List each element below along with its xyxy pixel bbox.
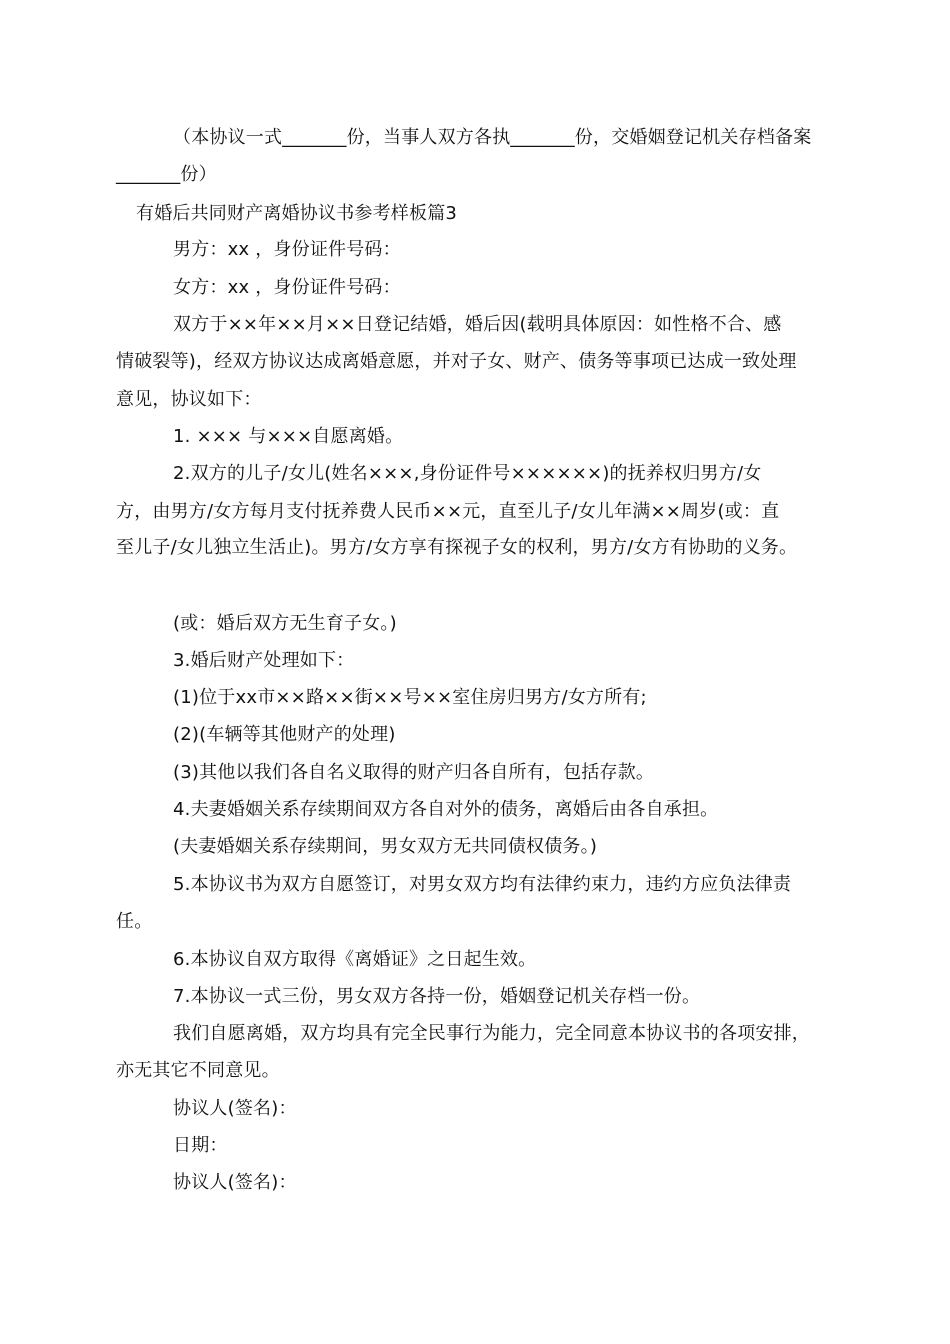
list-item: 5.本协议书为双方自愿签订，对男女双方均有法律约束力，违约方应负法律责 bbox=[173, 874, 792, 895]
signature-label: 协议人(签名)： bbox=[173, 1098, 297, 1119]
date-label: 日期： bbox=[173, 1135, 228, 1156]
list-item: (3)其他以我们各自名义取得的财产归各自所有，包括存款。 bbox=[173, 762, 655, 783]
text-line: 情破裂等)，经双方协议达成离婚意愿，并对子女、财产、债务等事项已达成一致处理 bbox=[116, 351, 797, 372]
list-item: (2)(车辆等其他财产的处理) bbox=[173, 724, 396, 745]
text-line: （本协议一式_______份，当事人双方各执_______份，交婚姻登记机关存档备案 bbox=[173, 127, 812, 148]
text-line: 意见，协议如下： bbox=[116, 389, 262, 410]
text-line: 双方于××年××月××日登记结婚，婚后因(载明具体原因：如性格不合、感 bbox=[173, 314, 782, 335]
text-line: 方，由男方/女方每月支付抚养费人民币××元，直至儿子/女儿年满××周岁(或：直 bbox=[116, 501, 780, 522]
text-line: _______份） bbox=[116, 164, 217, 185]
list-item: (1)位于xx市××路××街××号××室住房归男方/女方所有; bbox=[173, 687, 647, 708]
list-item: 7.本协议一式三份，男女双方各持一份，婚姻登记机关存档一份。 bbox=[173, 986, 701, 1007]
text-line: (或：婚后双方无生育子女。) bbox=[173, 613, 397, 634]
text-line: 男方：xx ，身份证件号码： bbox=[173, 239, 401, 260]
text-line: (夫妻婚姻关系存续期间，男女双方无共同债权债务。) bbox=[173, 836, 598, 857]
section-heading: 有婚后共同财产离婚协议书参考样板篇3 bbox=[136, 203, 458, 224]
text-line: 亦无其它不同意见。 bbox=[116, 1060, 280, 1081]
text-line: 至儿子/女儿独立生活止)。男方/女方享有探视子女的权利，男方/女方有协助的义务。 bbox=[116, 537, 798, 558]
text-line: 任。 bbox=[116, 911, 153, 932]
signature-label: 协议人(签名)： bbox=[173, 1172, 297, 1193]
text-line: 我们自愿离婚，双方均具有完全民事行为能力，完全同意本协议书的各项安排， bbox=[173, 1023, 810, 1044]
list-item: 3.婚后财产处理如下： bbox=[173, 650, 355, 671]
list-item: 4.夫妻婚姻关系存续期间双方各自对外的债务，离婚后由各自承担。 bbox=[173, 799, 719, 820]
text-line: 女方：xx ，身份证件号码： bbox=[173, 277, 401, 298]
list-item: 2.双方的儿子/女儿(姓名×××,身份证件号××××××)的抚养权归男方/女 bbox=[173, 463, 762, 484]
list-item: 6.本协议自双方取得《离婚证》之日起生效。 bbox=[173, 949, 537, 970]
list-item: 1. ××× 与×××自愿离婚。 bbox=[173, 426, 404, 447]
